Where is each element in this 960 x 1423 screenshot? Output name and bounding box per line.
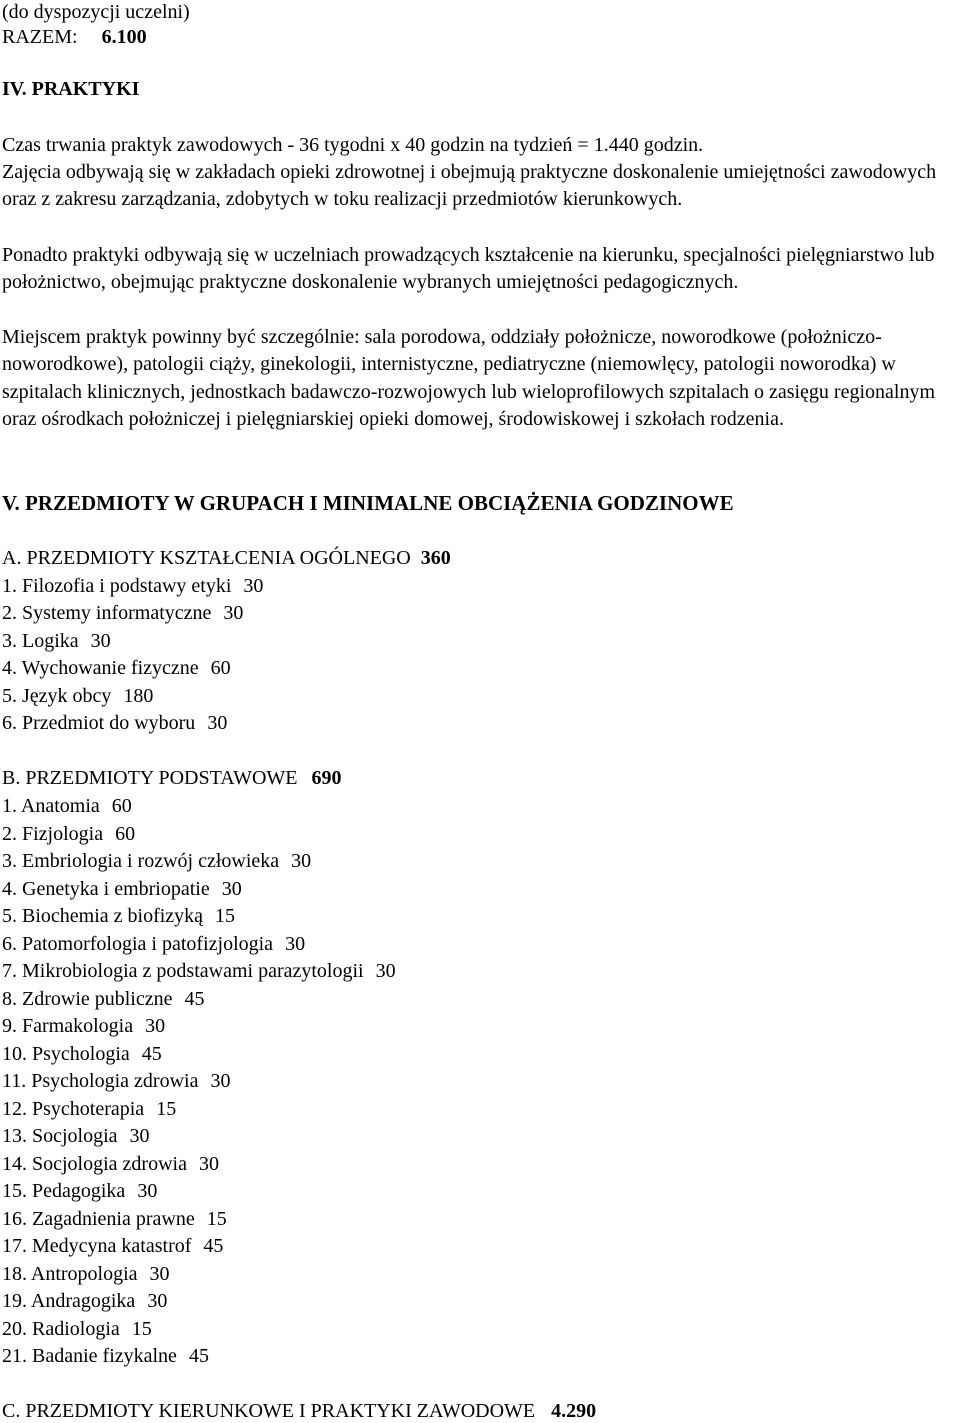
list-item: [2, 877, 242, 901]
item-name: 6. Patomorfologia i patofizjologia: [2, 932, 274, 955]
item-name: 5. Biochemia z biofizyką: [2, 905, 204, 927]
list-item: [2, 822, 135, 846]
list-item: [2, 794, 132, 818]
item-name: 5. Język obcy: [2, 684, 112, 707]
section-iv-heading: IV. PRAKTYKI: [2, 78, 140, 100]
item-hours: 30: [129, 1125, 150, 1147]
item-name: 1. Anatomia: [2, 795, 100, 817]
item-hours: 15: [131, 1317, 152, 1340]
item-hours: 30: [285, 932, 306, 955]
list-item: [2, 1207, 227, 1231]
group-b-total: 690: [311, 767, 342, 789]
item-hours: 180: [123, 684, 154, 707]
item-name: 2. Systemy informatyczne: [2, 602, 212, 625]
item-name: 11. Psychologia zdrowia: [2, 1070, 199, 1092]
item-name: 21. Badanie fizykalne: [2, 1345, 177, 1367]
group-a-title: [2, 546, 451, 570]
section-iv-paragraph-4: Miejscem praktyk powinny być szczególnie: sala porodowa, oddziały położnicze, noworodkowe (położniczo-noworodkowe), patologii ciąży, ginekologii, internistyczne, pediatryczne (niemowlęcy, patologii noworodka) w szpitalach klinicznych, jednostkach badawczo-rozwojowych lub wieloprofilowych szpitalach o zasięgu regionalnym oraz ośrodkach położniczej i pielęgniarskiej opieki domowej, środowiskowej i szkołach rodzenia.: [2, 326, 936, 431]
list-item: [2, 629, 111, 653]
razem-line: [2, 25, 147, 49]
list-item: [2, 1097, 176, 1121]
list-item: [2, 1124, 150, 1148]
item-hours: 60: [115, 822, 136, 845]
razem-value: 6.100: [101, 26, 147, 48]
item-name: 15. Pedagogika: [2, 1180, 126, 1202]
list-item: [2, 1234, 223, 1258]
item-hours: 30: [223, 602, 244, 625]
item-name: 9. Farmakologia: [2, 1015, 134, 1037]
razem-label: RAZEM:: [2, 26, 78, 48]
item-hours: 30: [147, 1290, 168, 1312]
list-item: [2, 849, 311, 873]
item-hours: 30: [221, 877, 242, 900]
item-name: 6. Przedmiot do wyboru: [2, 712, 196, 734]
list-item: [2, 1289, 167, 1313]
group-c-title-text: C. PRZEDMIOTY KIERUNKOWE I PRAKTYKI ZAWODOWE: [2, 1400, 536, 1422]
list-item: [2, 656, 231, 680]
item-hours: 30: [375, 960, 396, 982]
item-hours: 60: [111, 795, 132, 817]
item-name: 12. Psychoterapia: [2, 1097, 145, 1120]
section-v-heading: V. PRZEDMIOTY W GRUPACH I MINIMALNE OBCIĄŻENIA GODZINOWE: [2, 491, 734, 515]
list-item: [2, 987, 205, 1011]
list-item: [2, 711, 227, 735]
item-hours: 30: [210, 1070, 231, 1092]
item-hours: 45: [203, 1235, 224, 1257]
list-item: [2, 1262, 170, 1286]
group-b-title-text: B. PRZEDMIOTY PODSTAWOWE: [2, 767, 298, 789]
list-item: [2, 601, 243, 625]
item-hours: 30: [149, 1262, 170, 1285]
list-item: [2, 959, 396, 983]
item-hours: 15: [156, 1097, 177, 1120]
group-b-title: [2, 766, 342, 790]
group-c-title: [2, 1399, 596, 1423]
section-iv-paragraph-2: Zajęcia odbywają się w zakładach opieki zdrowotnej i obejmują praktyczne doskonalenie umiejętności zawodowych oraz z zakresu zarządzania, zdobytych w toku realizacji przedmiotów kierunkowych.: [2, 161, 937, 211]
item-hours: 30: [207, 712, 228, 734]
item-hours: 15: [206, 1207, 227, 1230]
section-iv-paragraph-3: Ponadto praktyki odbywają się w uczelniach prowadzących kształcenie na kierunku, specjalności pielęgniarstwo lub położnictwo, obejmując praktyczne doskonalenie wybranych umiejętności pedagogicznych.: [2, 244, 935, 294]
item-name: 18. Antropologia: [2, 1262, 138, 1285]
item-name: 3. Logika: [2, 629, 79, 652]
item-name: 13. Socjologia: [2, 1125, 118, 1147]
list-item: [2, 1317, 152, 1341]
section-iv-paragraph-1: Czas trwania praktyk zawodowych - 36 tygodni x 40 godzin na tydzień = 1.440 godzin.: [2, 134, 704, 156]
list-item: [2, 684, 153, 708]
item-hours: 15: [215, 905, 236, 927]
item-name: 3. Embriologia i rozwój człowieka: [2, 850, 280, 872]
item-name: 8. Zdrowie publiczne: [2, 987, 173, 1010]
list-item: [2, 1344, 209, 1368]
list-item: [2, 932, 305, 956]
group-a-total: 360: [420, 547, 451, 569]
item-name: 2. Fizjologia: [2, 822, 104, 845]
item-name: 1. Filozofia i podstawy etyki: [2, 575, 232, 597]
item-hours: 30: [243, 575, 264, 597]
top-note: (do dyspozycji uczelni): [2, 1, 190, 23]
group-a-title-text: A. PRZEDMIOTY KSZTAŁCENIA OGÓLNEGO: [2, 547, 411, 569]
item-name: 17. Medycyna katastrof: [2, 1235, 192, 1257]
item-hours: 30: [198, 1152, 219, 1175]
item-name: 20. Radiologia: [2, 1317, 120, 1340]
item-hours: 45: [141, 1042, 162, 1065]
item-name: 19. Andragogika: [2, 1290, 136, 1312]
item-name: 7. Mikrobiologia z podstawami parazytologii: [2, 960, 364, 982]
list-item: [2, 1152, 219, 1176]
item-name: 16. Zagadnienia prawne: [2, 1207, 195, 1230]
item-name: 4. Genetyka i embriopatie: [2, 877, 210, 900]
list-item: [2, 904, 235, 928]
item-hours: 45: [188, 1345, 209, 1367]
item-name: 4. Wychowanie fizyczne: [2, 657, 199, 680]
group-c-total: 4.290: [551, 1400, 597, 1422]
item-hours: 30: [145, 1015, 166, 1037]
item-hours: 45: [184, 987, 205, 1010]
list-item: [2, 1014, 165, 1038]
item-name: 10. Psychologia: [2, 1042, 130, 1065]
item-hours: 30: [90, 629, 111, 652]
item-hours: 30: [137, 1180, 158, 1202]
list-item: [2, 1179, 157, 1203]
item-hours: 30: [291, 850, 312, 872]
list-item: [2, 574, 263, 598]
list-item: [2, 1042, 162, 1066]
list-item: [2, 1069, 230, 1093]
item-hours: 60: [210, 657, 231, 680]
item-name: 14. Socjologia zdrowia: [2, 1152, 187, 1175]
